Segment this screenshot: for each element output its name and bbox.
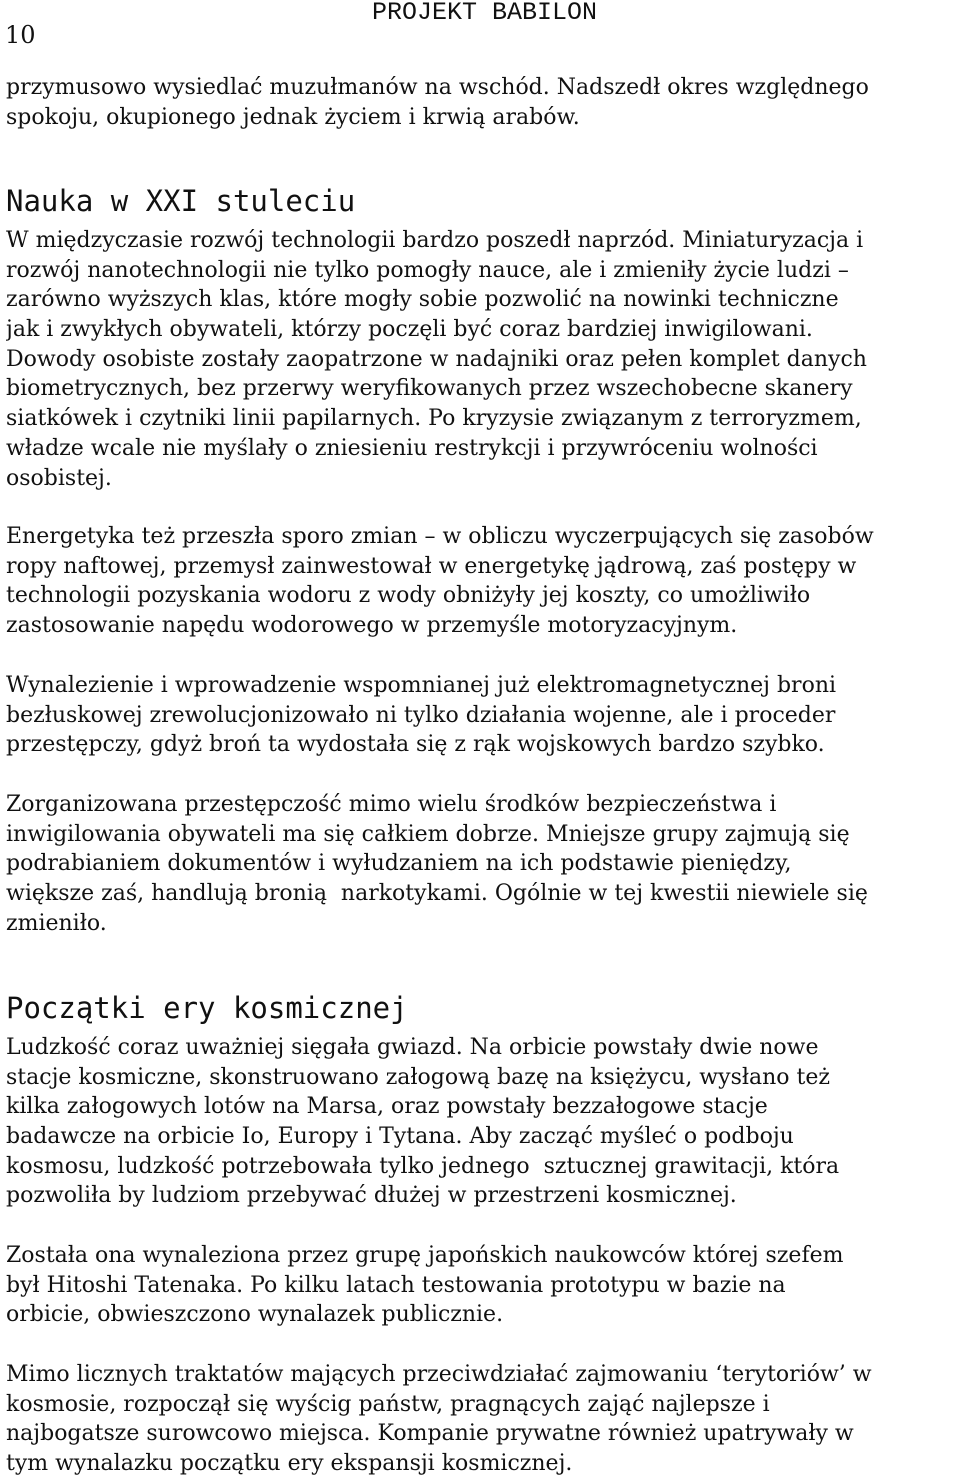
paragraph bbox=[6, 522, 956, 641]
text-line: stacje kosmiczne, skonstruowano załogową bazę na księżycu, wysłano też bbox=[6, 1064, 830, 1090]
section-heading-space: Początki ery kosmicznej bbox=[6, 991, 408, 1025]
paragraph-intro bbox=[6, 73, 956, 132]
text-line: Mimo licznych traktatów mających przeciwdziałać zajmowaniu ‘terytoriów’ w bbox=[6, 1362, 872, 1387]
text-line: władze wcale nie myślały o zniesieniu restrykcji i przywróceniu wolności bbox=[6, 435, 818, 461]
text-line: spokoju, okupionego jednak życiem i krwią arabów. bbox=[6, 104, 580, 130]
text-line: Wynalezienie i wprowadzenie wspomnianej już elektromagnetycznej broni bbox=[6, 673, 837, 698]
paragraph bbox=[6, 1033, 956, 1211]
text-line: orbicie, obwieszczono wynalazek publicznie. bbox=[6, 1302, 504, 1328]
page-number: 10 bbox=[5, 21, 36, 49]
text-line: ropy naftowej, przemysł zainwestował w energetykę jądrową, zaś postępy w bbox=[6, 553, 857, 579]
text-line: tym wynalazku początku ery ekspansji kosmicznej. bbox=[6, 1451, 573, 1477]
text-line: większe zaś, handlują bronią narkotykami. Ogólnie w tej kwestii niewiele się bbox=[6, 881, 868, 907]
paragraph bbox=[6, 1360, 956, 1479]
section-heading-science: Nauka w XXI stuleciu bbox=[6, 184, 356, 218]
text-line: pozwoliła by ludziom przebywać dłużej w przestrzeni kosmicznej. bbox=[6, 1183, 737, 1209]
text-line: przymusowo wysiedlać muzułmanów na wschód. Nadszedł okres względnego bbox=[6, 75, 869, 100]
paragraph bbox=[6, 790, 956, 938]
text-line: badawcze na orbicie Io, Europy i Tytana. Aby zacząć myśleć o podboju bbox=[6, 1124, 794, 1150]
text-line: zmieniło. bbox=[6, 910, 107, 936]
text-line: przestępczy, gdyż broń ta wydostała się z rąk wojskowych bardzo szybko. bbox=[6, 732, 825, 758]
text-line: inwigilowania obywateli ma się całkiem dobrze. Mniejsze grupy zajmują się bbox=[6, 821, 850, 847]
text-line: był Hitoshi Tatenaka. Po kilku latach testowania prototypu w bazie na bbox=[6, 1272, 786, 1298]
running-title: PROJEKT BABILON bbox=[372, 0, 598, 27]
text-line: kilka załogowych lotów na Marsa, oraz powstały bezzałogowe stacje bbox=[6, 1094, 768, 1120]
text-line: rozwój nanotechnologii nie tylko pomogły nauce, ale i zmieniły życie ludzi – bbox=[6, 257, 849, 283]
text-line: jak i zwykłych obywateli, którzy poczęli być coraz bardziej inwigilowani. bbox=[6, 317, 813, 343]
text-line: technologii pozyskania wodoru z wody obniżyły jej koszty, co umożliwiło bbox=[6, 583, 811, 609]
text-line: Dowody osobiste zostały zaopatrzone w nadajniki oraz pełen komplet danych bbox=[6, 346, 867, 372]
text-line: Energetyka też przeszła sporo zmian – w obliczu wyczerpujących się zasobów bbox=[6, 524, 874, 549]
text-line: zastosowanie napędu wodorowego w przemyśle motoryzacyjnym. bbox=[6, 613, 738, 639]
paragraph bbox=[6, 1241, 956, 1330]
text-line: kosmosu, ludzkość potrzebowała tylko jednego sztucznej grawitacji, która bbox=[6, 1153, 840, 1179]
text-line: bezłuskowej zrewolucjonizowało ni tylko działania wojenne, ale i proceder bbox=[6, 702, 836, 728]
text-line: najbogatsze surowcowo miejsca. Kompanie prywatne również upatrywały w bbox=[6, 1421, 854, 1447]
text-line: biometrycznych, bez przerwy weryfikowanych przez wszechobecne skanery bbox=[6, 376, 853, 402]
text-line: Została ona wynaleziona przez grupę japońskich naukowców której szefem bbox=[6, 1243, 844, 1268]
text-line: siatkówek i czytniki linii papilarnych. Po kryzysie związanym z terroryzmem, bbox=[6, 406, 862, 432]
text-line: Ludzkość coraz uważniej sięgała gwiazd. Na orbicie powstały dwie nowe bbox=[6, 1035, 819, 1060]
text-line: Zorganizowana przestępczość mimo wielu środków bezpieczeństwa i bbox=[6, 792, 777, 817]
text-line: zarówno wyższych klas, które mogły sobie pozwolić na nowinki techniczne bbox=[6, 287, 839, 313]
text-line: kosmosie, rozpoczął się wyścig państw, pragnących zająć najlepsze i bbox=[6, 1391, 770, 1417]
text-line: osobistej. bbox=[6, 465, 112, 491]
paragraph bbox=[6, 226, 956, 493]
text-line: podrabianiem dokumentów i wyłudzaniem na ich podstawie pieniędzy, bbox=[6, 851, 792, 877]
paragraph bbox=[6, 671, 956, 760]
text-line: W międzyczasie rozwój technologii bardzo poszedł naprzód. Miniaturyzacja i bbox=[6, 228, 864, 253]
